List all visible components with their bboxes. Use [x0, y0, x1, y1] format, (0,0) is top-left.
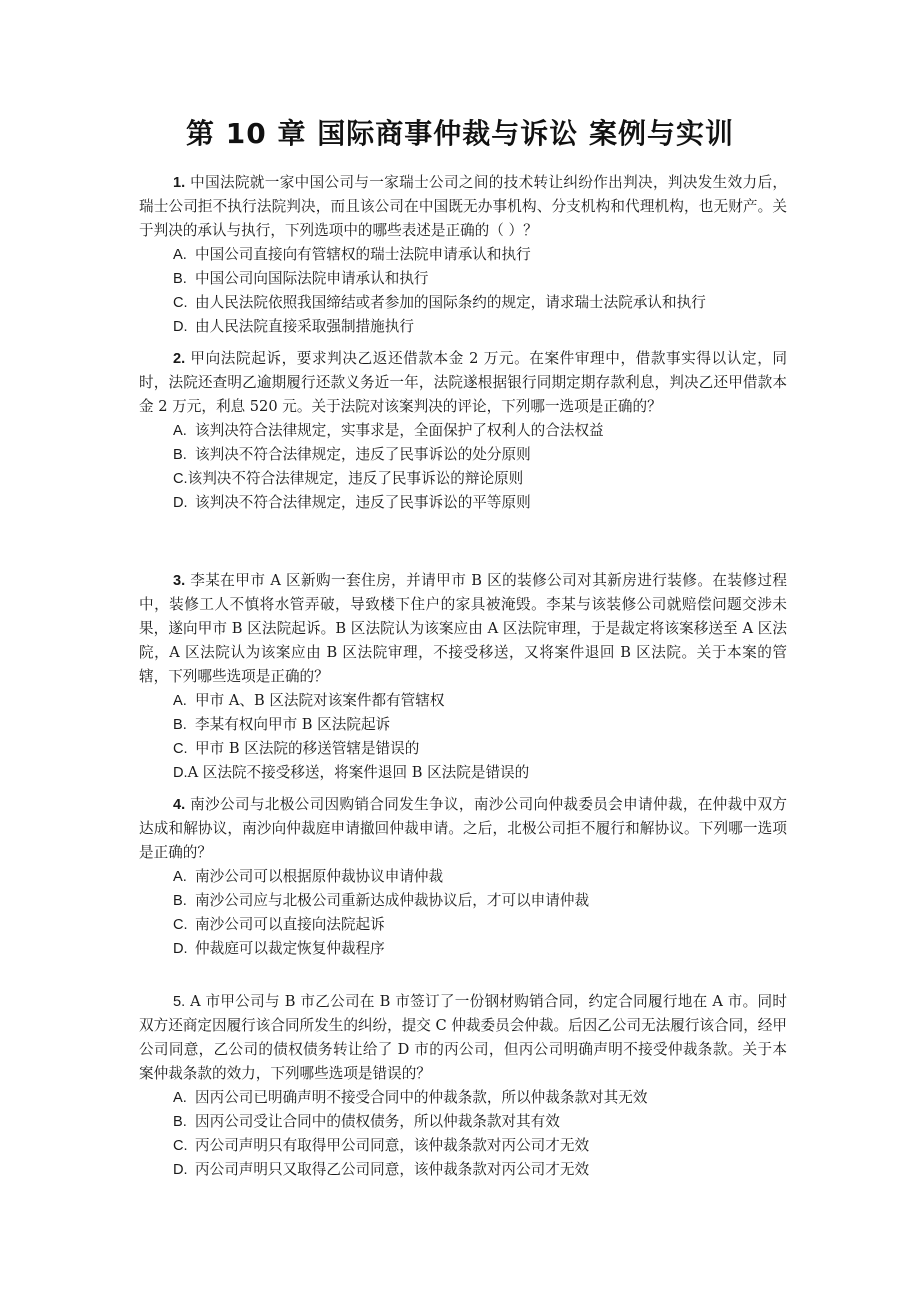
question-number: 5.: [173, 994, 186, 1010]
question-number: 1.: [173, 175, 186, 191]
option-b: B. 南沙公司应与北极公司重新达成仲裁协议后，才可以申请仲裁: [173, 892, 590, 909]
option-a: A. 甲市 A、B 区法院对该案件都有管辖权: [173, 692, 445, 709]
option-c: C. 甲市 B 区法院的移送管辖是错误的: [173, 740, 420, 757]
question-3: [139, 569, 787, 785]
option-d: D. 仲裁庭可以裁定恢复仲裁程序: [173, 940, 385, 957]
question-number: 3.: [173, 573, 186, 589]
question-1: [139, 171, 787, 339]
question-text: 中国法院就一家中国公司与一家瑞士公司之间的技术转让纠纷作出判决，判决发生效力后，瑞士公司拒不执行法院判决，而且该公司在中国既无办事机构、分支机构和代理机构，也无财产。关于判决的承认与执行，下列选项中的哪些表述是正确的（ ）？: [139, 174, 787, 239]
page-title: 第 10 章 国际商事仲裁与诉讼 案例与实训: [186, 117, 734, 150]
option-c: C. 南沙公司可以直接向法院起诉: [173, 916, 385, 933]
question-2: [139, 347, 787, 515]
question-stem: [139, 793, 787, 865]
question-stem: [139, 171, 787, 243]
option-c: C. 丙公司声明只有取得甲公司同意，该仲裁条款对丙公司才无效: [173, 1137, 590, 1154]
option-a: A. 南沙公司可以根据原仲裁协议申请仲裁: [173, 868, 444, 885]
question-text: 南沙公司与北极公司因购销合同发生争议，南沙公司向仲裁委员会申请仲裁，在仲裁中双方达成和解协议，南沙向仲裁庭申请撤回仲裁申请。之后，北极公司拒不履行和解协议。下列哪一选项是正确的？: [139, 796, 787, 861]
option-b: B. 因丙公司受让合同中的债权债务，所以仲裁条款对其有效: [173, 1113, 560, 1130]
option-a: A. 因丙公司已明确声明不接受合同中的仲裁条款，所以仲裁条款对其无效: [173, 1089, 648, 1106]
option-d: D. 由人民法院直接采取强制措施执行: [173, 318, 414, 335]
question-number: 2.: [173, 351, 186, 367]
option-c: C. 由人民法院依照我国缔结或者参加的国际条约的规定，请求瑞士法院承认和执行: [173, 294, 706, 311]
question-number: 4.: [173, 797, 186, 813]
question-stem: [139, 347, 787, 419]
question-stem: [139, 990, 787, 1086]
option-d: D. 丙公司声明只又取得乙公司同意，该仲裁条款对丙公司才无效: [173, 1161, 590, 1178]
option-c: C.该判决不符合法律规定，违反了民事诉讼的辩论原则: [173, 470, 524, 487]
question-text: 李某在甲市 A 区新购一套住房，并请甲市 B 区的装修公司对其新房进行装修。在装修过程中，装修工人不慎将水管弄破，导致楼下住户的家具被淹毁。李某与该装修公司就赔偿问题交涉未果，遂向甲市 B 区法院起诉。B 区法院认为该案应由 A 区法院审理，于是裁定将该案移送至 A 区法院，A 区法院认为该案应由 B 区法院审理，不接受移送，又将案件退回 B 区法院。关于本案的管辖，下列哪些选项是正确的？: [139, 572, 788, 685]
option-a: A. 该判决符合法律规定，实事求是，全面保护了权利人的合法权益: [173, 422, 604, 439]
question-4: [139, 793, 787, 961]
option-a: A. 中国公司直接向有管辖权的瑞士法院申请承认和执行: [173, 246, 531, 263]
option-d: D.A 区法院不接受移送，将案件退回 B 区法院是错误的: [173, 764, 530, 781]
option-d: D. 该判决不符合法律规定，违反了民事诉讼的平等原则: [173, 494, 531, 511]
question-stem: [139, 569, 787, 689]
question-5: [139, 990, 787, 1182]
option-b: B. 该判决不符合法律规定，违反了民事诉讼的处分原则: [173, 446, 531, 463]
option-b: B. 李某有权向甲市 B 区法院起诉: [173, 716, 391, 733]
question-text: 甲向法院起诉，要求判决乙返还借款本金 2 万元。在案件审理中，借款事实得以认定，同时，法院还查明乙逾期履行还款义务近一年，法院遂根据银行同期定期存款利息，判决乙还甲借款本金 2 万元，利息 520 元。关于法院对该案判决的评论，下列哪一选项是正确的？: [139, 350, 787, 415]
option-b: B. 中国公司向国际法院申请承认和执行: [173, 270, 429, 287]
question-text: A 市甲公司与 B 市乙公司在 B 市签订了一份钢材购销合同，约定合同履行地在 A 市。同时双方还商定因履行该合同所发生的纠纷，提交 C 仲裁委员会仲裁。后因乙公司无法履行该合同，经甲公司同意，乙公司的债权债务转让给了 D 市的丙公司，但丙公司明确声明不接受仲裁条款。关于本案仲裁条款的效力，下列哪些选项是错误的？: [139, 993, 787, 1082]
